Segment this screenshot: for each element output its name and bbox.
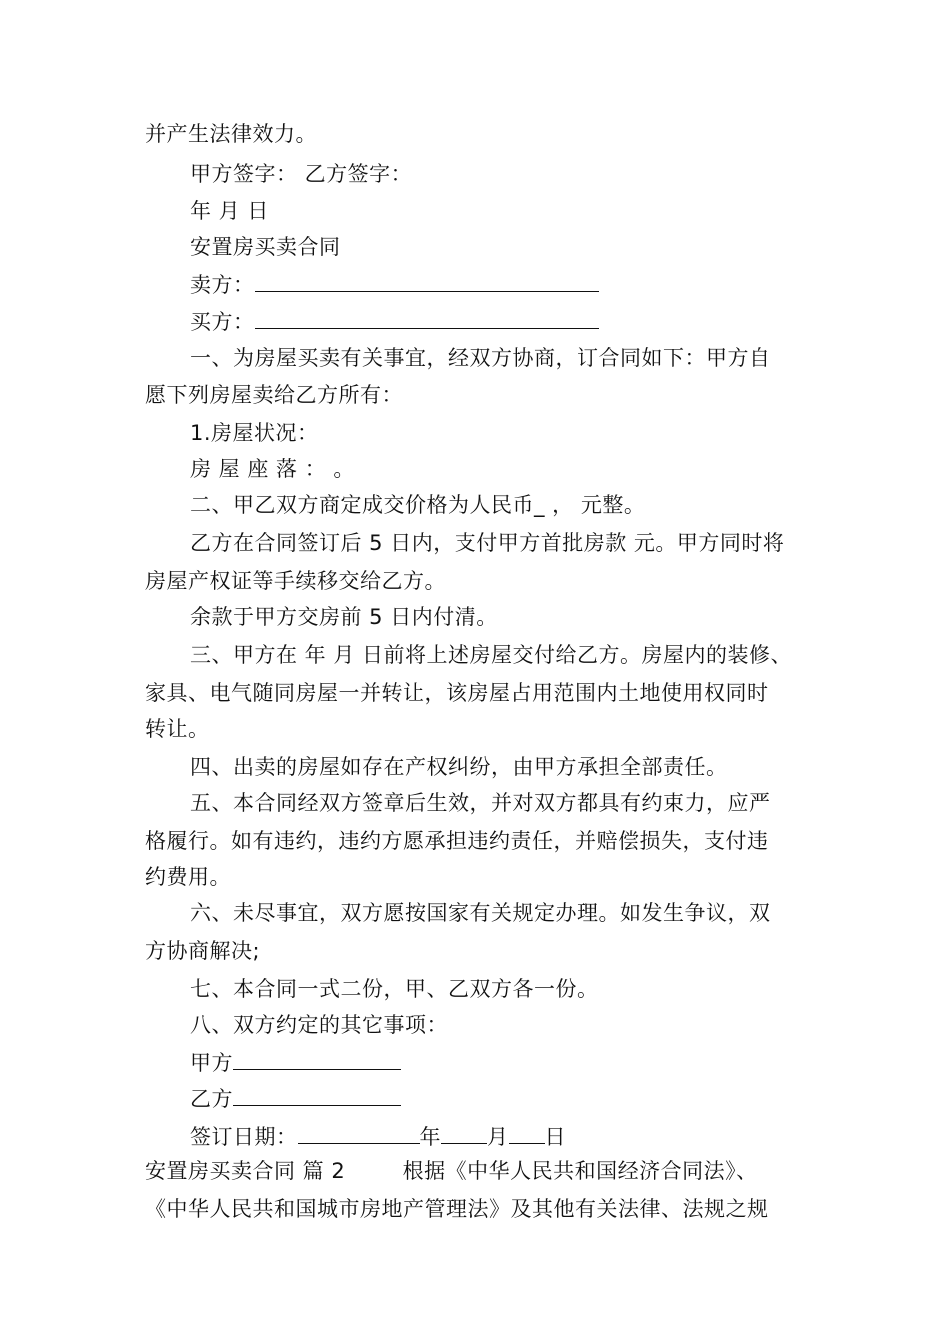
paragraph-line: 方协商解决;	[145, 939, 261, 963]
section-heading: 安置房买卖合同 篇 2 根据《中华人民共和国经济合同法》、	[145, 1159, 758, 1183]
paragraph-line: 房 屋 座 落 ： 。	[190, 457, 355, 481]
signing-date-line	[190, 1121, 566, 1151]
paragraph-line: 《中华人民共和国城市房地产管理法》及其他有关法律、法规之规	[145, 1197, 769, 1221]
paragraph-line: 转让。	[145, 717, 210, 741]
buyer-blank	[255, 306, 599, 329]
paragraph-line: 八、双方约定的其它事项：	[190, 1013, 448, 1037]
party-b-blank	[233, 1083, 401, 1106]
year-label: 年	[419, 1125, 441, 1149]
seller-label: 卖方：	[190, 273, 255, 297]
buyer-line	[190, 306, 599, 336]
paragraph-line: 六、未尽事宜，双方愿按国家有关规定办理。如发生争议，双	[190, 901, 771, 925]
paragraph-line: 一、为房屋买卖有关事宜，经双方协商，订合同如下：甲方自	[190, 346, 771, 370]
party-a-blank	[233, 1047, 401, 1070]
paragraph-line: 二、甲乙双方商定成交价格为人民币_ ， 元整。	[190, 493, 646, 517]
paragraph-line: 约费用。	[145, 865, 231, 889]
paragraph-line: 三、甲方在 年 月 日前将上述房屋交付给乙方。房屋内的装修、	[190, 643, 793, 667]
month-blank	[441, 1121, 487, 1144]
paragraph-line: 愿下列房屋卖给乙方所有：	[145, 383, 403, 407]
year-blank	[298, 1121, 420, 1144]
day-blank	[509, 1121, 545, 1144]
paragraph-line: 1.房屋状况：	[190, 421, 319, 445]
signature-line: 甲方签字： 乙方签字：	[190, 162, 413, 186]
paragraph-line: 余款于甲方交房前 5 日内付清。	[190, 605, 498, 629]
party-b-label: 乙方	[190, 1087, 233, 1111]
paragraph-line: 家具、电气随同房屋一并转让，该房屋占用范围内土地使用权同时	[145, 681, 769, 705]
buyer-label: 买方：	[190, 310, 255, 334]
day-label: 日	[544, 1125, 566, 1149]
month-label: 月	[487, 1125, 509, 1149]
contract-title: 安置房买卖合同	[190, 235, 341, 259]
party-a-label: 甲方	[190, 1051, 233, 1075]
seller-line	[190, 269, 599, 299]
paragraph-line: 乙方在合同签订后 5 日内，支付甲方首批房款 元。甲方同时将	[190, 531, 785, 555]
party-b-line	[190, 1083, 401, 1113]
paragraph-line: 五、本合同经双方签章后生效，并对双方都具有约束力，应严	[190, 791, 771, 815]
date-line: 年 月 日	[190, 199, 269, 223]
paragraph-line: 房屋产权证等手续移交给乙方。	[145, 569, 446, 593]
paragraph-line: 格履行。如有违约，违约方愿承担违约责任，并赔偿损失，支付违	[145, 829, 769, 853]
paragraph-line: 七、本合同一式二份，甲、乙双方各一份。	[190, 977, 599, 1001]
paragraph-line: 四、出卖的房屋如存在产权纠纷，由甲方承担全部责任。	[190, 755, 728, 779]
seller-blank	[255, 269, 599, 292]
signing-date-label: 签订日期：	[190, 1125, 298, 1149]
paragraph-line: 并产生法律效力。	[145, 122, 317, 146]
party-a-line	[190, 1047, 401, 1077]
